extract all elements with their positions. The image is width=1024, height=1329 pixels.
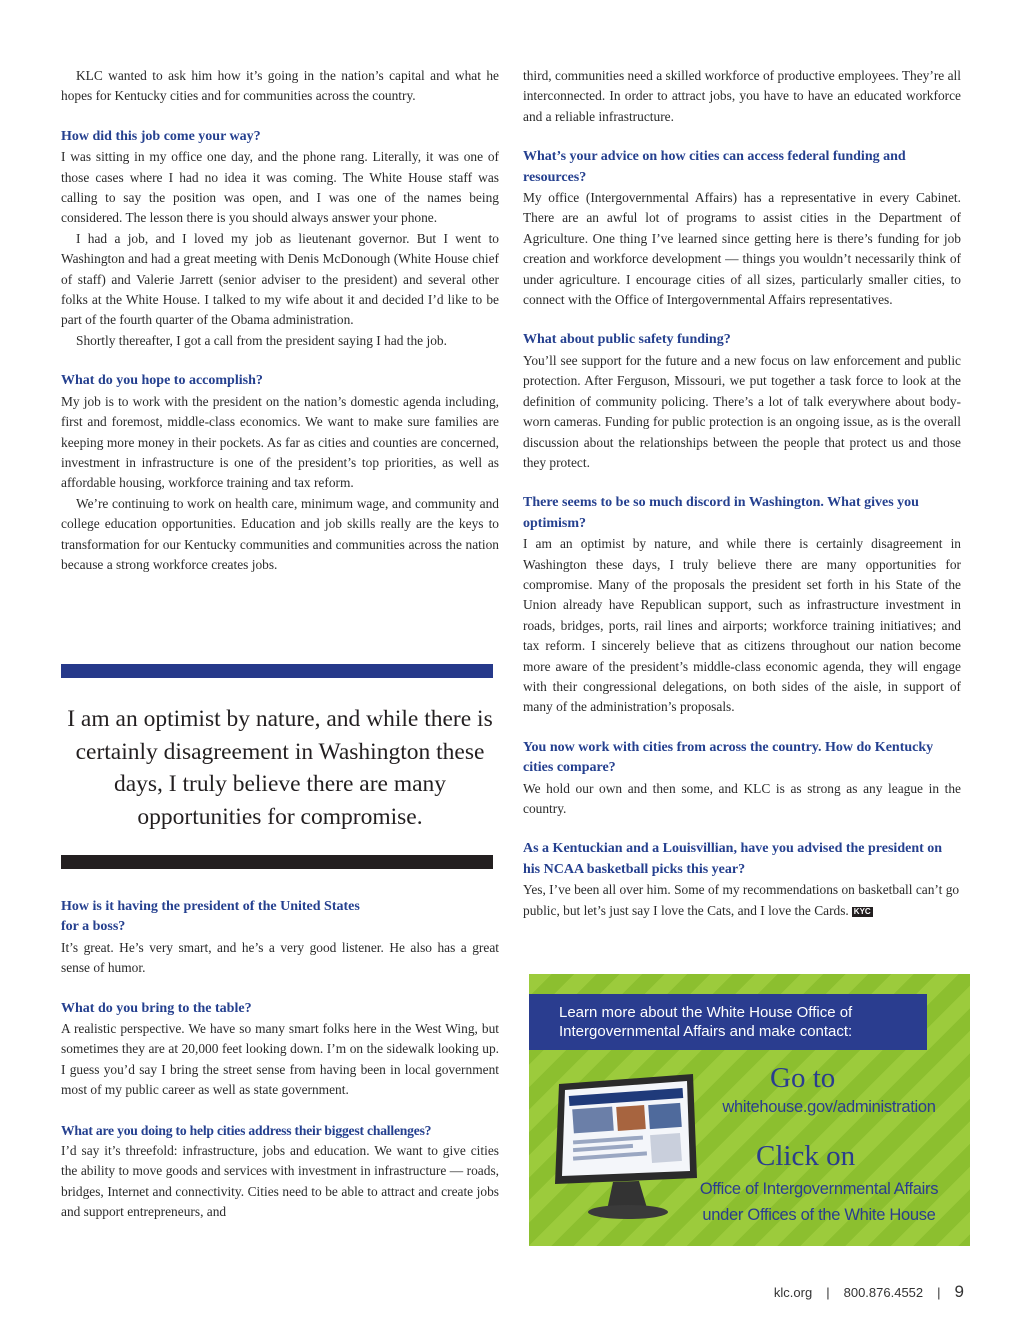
question-optimism: There seems to be so much discord in Washington. What gives you optimism?	[523, 495, 919, 531]
continued-paragraph: third, communities need a skilled workforce of productive employees. They’re all interconnected. In order to attract jobs, you have to have an educated workforce and a reliable infrastructure.	[523, 68, 961, 124]
answer-accomplish-p2: We’re continuing to work on health care, minimum wage, and community and college education opportunities. Education and job skills really are the keys to transformation for our Kentucky communities and communities across the nation because a strong workforce creates jobs.	[61, 495, 499, 572]
footer-separator: |	[937, 1284, 941, 1300]
footer-site[interactable]: klc.org	[773, 1284, 813, 1300]
info-ad-box	[529, 974, 970, 1246]
ad-go-to: Go to	[770, 1062, 836, 1094]
pullquote-bottom-rule	[61, 855, 493, 869]
answer-job-p2: I had a job, and I loved my job as lieutenant governor. But I went to Washington and had a great meeting with Denis McDonough (White House chief of staff) and Valerie Jarrett (senior adviser to the president) and several other folks at the White House. I talked to my wife about it and decided I’d like to be part of the fourth quarter of the Obama administration.	[61, 230, 499, 328]
answer-public-safety: You’ll see support for the future and a new focus on law enforcement and public protection. After Ferguson, Missouri, we put together a task force to look at the definition of community policing. There’s a lot of talk everywhere about body-worn cameras. Funding for public protection is an ongoing issue, as is the overall discussion about the relationships between the people that protect us and those they protect.	[523, 352, 961, 470]
page-footer	[774, 1282, 964, 1302]
ad-header: Learn more about the White House Office of Intergovernmental Affairs and make contact:	[529, 994, 927, 1050]
answer-accomplish-p1: My job is to work with the president on the nation’s domestic agenda including, first and foremost, middle-class economics. We want to make sure families are keeping more money in their pockets. As far as cities and counties are concerned, investment in infrastructure is one of the president’s top priorities, as well as affordable housing, workforce training and tax reform.	[61, 393, 499, 491]
question-public-safety: What about public safety funding?	[523, 332, 731, 348]
intro-paragraph: KLC wanted to ask him how it’s going in the nation’s capital and what he hopes for Kentucky cities and for communities across the country.	[61, 68, 499, 104]
right-column	[523, 66, 961, 921]
ad-office-line2: under Offices of the White House	[702, 1206, 936, 1224]
question-table: What do you bring to the table?	[61, 1000, 252, 1016]
answer-compare: We hold our own and then some, and KLC is as strong as any league in the country.	[523, 780, 961, 816]
monitor-illustration	[551, 1070, 701, 1222]
footer-separator: |	[826, 1284, 830, 1300]
ad-click-on: Click on	[756, 1140, 856, 1172]
question-job: How did this job come your way?	[61, 128, 261, 144]
left-column-lower	[61, 897, 499, 1223]
answer-job-p1: I was sitting in my office one day, and the phone rang. Literally, it was one of those cases where I had no idea it was coming. The White House staff was calling to say the position was open, and I was one of the names being considered. The lesson there is you should always answer your phone.	[61, 149, 499, 226]
left-column	[61, 66, 499, 575]
answer-ncaa	[523, 880, 961, 921]
question-accomplish: What do you hope to accomplish?	[61, 373, 263, 389]
question-funding: What’s your advice on how cities can access federal funding and resources?	[523, 149, 906, 185]
pull-quote: I am an optimist by nature, and while there is certainly disagreement in Washington these days, I truly believe there are many opportunities for compromise.	[67, 706, 493, 830]
ad-url[interactable]: whitehouse.gov/administration	[722, 1098, 936, 1116]
question-ncaa: As a Kentuckian and a Louisvillian, have you advised the president on his NCAA basketball picks this year?	[523, 841, 943, 877]
answer-table: A realistic perspective. We have so many smart folks here in the West Wing, but sometimes they are at 20,000 feet looking down. I’m on the sidewalk looking up. I guess you’d say I bring the street sense from having been in local government most of my public career as well as state government.	[61, 1021, 499, 1098]
answer-challenges: I’d say it’s threefold: infrastructure, jobs and education. We want to give cities the ability to move goods and services with investment in infrastructure — roads, bridges, Internet and connectivity. Cities need to be able to attract and create jobs and support entrepreneurs, and	[61, 1143, 499, 1220]
question-boss-line1: How is it having the president of the United States	[61, 899, 360, 914]
question-compare: You now work with cities from across the country. How do Kentucky cities compare?	[523, 739, 934, 776]
page-number: 9	[954, 1282, 964, 1301]
end-mark-logo: KYC	[853, 906, 871, 916]
pullquote-top-rule	[61, 664, 493, 678]
question-boss-line2: for a boss?	[61, 919, 126, 935]
answer-job-p3: Shortly thereafter, I got a call from the president saying I had the job.	[76, 332, 447, 348]
answer-boss: It’s great. He’s very smart, and he’s a very good listener. He also has a great sense of humor.	[61, 939, 499, 976]
answer-ncaa-text: Yes, I’ve been all over him. Some of my recommendations on basketball can’t go public, but let’s just say I love the Cats, and I love the Cards.	[523, 882, 960, 918]
answer-optimism: I am an optimist by nature, and while there is certainly disagreement in Washington these days, I truly believe there are many opportunities for compromise. Many of the proposals the president set forth in his State of the Union already have Republican support, such as infrastructure investment in roads, bridges, ports, rail lines and airports; workforce training initiatives; and tax reform. I sincerely believe that as citizens throughout our nation become more aware of the president’s middle-class economic agenda, they will engage with their congressional delegations, on both sides of the aisle, in support of many of the administration’s proposals.	[523, 536, 961, 715]
footer-phone: 800.876.4552	[843, 1284, 924, 1300]
question-challenges: What are you doing to help cities address their biggest challenges?	[61, 1122, 432, 1138]
answer-funding: My office (Intergovernmental Affairs) has a representative in every Cabinet. There are an awful lot of programs to assist cities in the Department of Agriculture. One thing I’ve learned since getting here is there’s funding for job creation and workforce development — things you wouldn’t necessarily think of under agriculture. I encourage cities of all sizes, particularly smaller cities, to connect with the Office of Intergovernmental Affairs representatives.	[523, 190, 961, 308]
ad-office-line1: Office of Intergovernmental Affairs	[699, 1180, 939, 1198]
